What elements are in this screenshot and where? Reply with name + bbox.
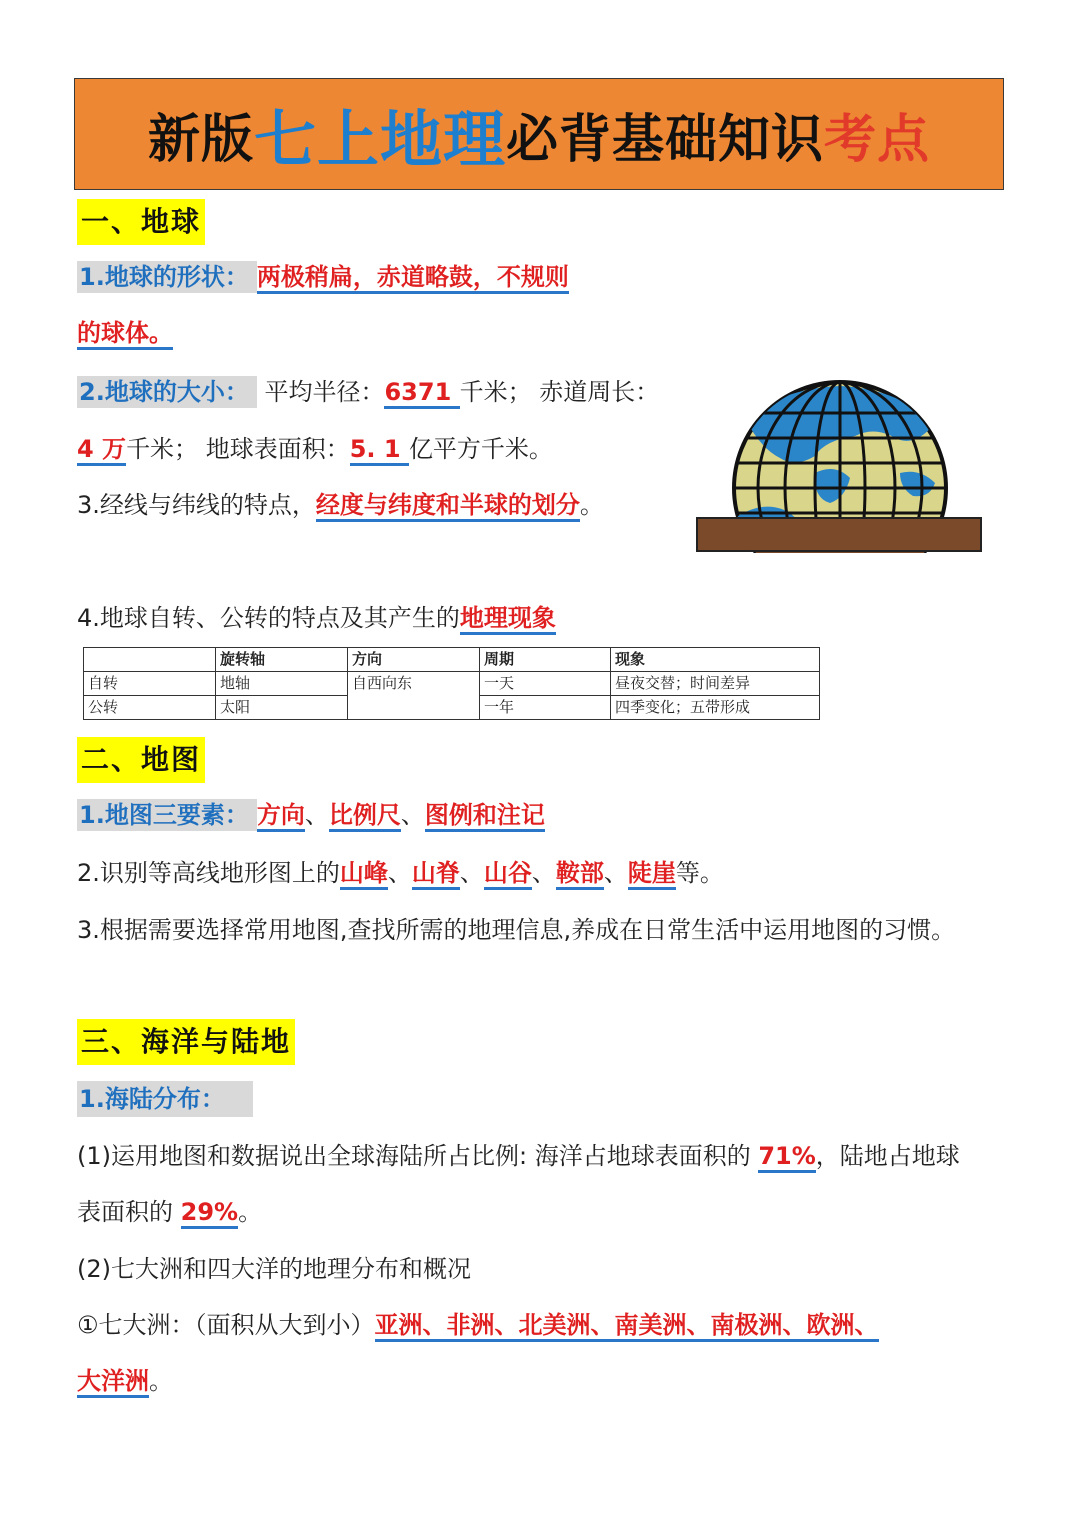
earth-size-line2	[77, 432, 553, 466]
meridian-end: 。	[579, 491, 604, 519]
valley: 山谷	[484, 858, 532, 890]
map-direction: 方向	[257, 800, 305, 832]
area-label: 千米； 地球表面积：	[126, 435, 350, 463]
title-part1: 新版	[147, 108, 254, 170]
title-part4: 考点	[824, 108, 931, 170]
ratio-end: 。	[238, 1198, 263, 1226]
map-elements-line	[77, 798, 545, 832]
saddle: 鞍部	[556, 858, 604, 890]
meridian-answer: 经度与纬度和半球的划分	[316, 490, 580, 522]
table-row	[84, 672, 820, 696]
contour-line	[77, 856, 724, 890]
area-value: 5. 1	[350, 435, 409, 466]
ratio-text3: 表面积的	[77, 1198, 181, 1226]
separator: 、	[459, 859, 484, 887]
table-cell: 太阳	[216, 696, 348, 720]
sea-land-tag-line	[77, 1082, 253, 1116]
cliff: 陡崖	[628, 858, 676, 890]
table-cell-direction: 自西向东	[348, 672, 480, 720]
continents-list: 亚洲、非洲、北美洲、南美洲、南极洲、欧洲、	[375, 1310, 879, 1342]
ratio-line2	[77, 1195, 262, 1229]
earth-shape-tag: 1.地球的形状：	[77, 261, 257, 293]
continents-line	[77, 1308, 879, 1342]
section-heading-map: 二、地图	[77, 737, 205, 783]
earth-shape-answer: 两极稍扁，赤道略鼓，不规则	[257, 262, 569, 294]
globe-illustration	[695, 378, 985, 553]
continents-end: 。	[149, 1367, 173, 1395]
map-elements-tag: 1.地图三要素：	[77, 799, 257, 831]
table-cell: 自转	[84, 672, 216, 696]
section-heading-earth: 一、地球	[77, 199, 205, 245]
separator: 、	[304, 801, 329, 829]
ratio-text: (1)运用地图和数据说出全球海陆所占比例: 海洋占地球表面积的	[77, 1142, 759, 1170]
meridian-text: 3.经线与纬线的特点，	[77, 491, 316, 519]
title-banner	[74, 78, 1004, 190]
table-header-row	[84, 648, 820, 672]
circumference-label: 千米； 赤道周长：	[459, 378, 660, 406]
table-header-cell: 旋转轴	[216, 648, 348, 672]
separator: 、	[400, 801, 425, 829]
continents-line2	[77, 1364, 173, 1398]
section-heading-ocean-land: 三、海洋与陆地	[77, 1019, 295, 1065]
continents-text: ①七大洲：（面积从大到小）	[77, 1311, 375, 1339]
continents-oceans-line: (2)七大洲和四大洋的地理分布和概况	[77, 1255, 471, 1283]
sea-land-tag: 1.海陆分布：	[77, 1081, 253, 1117]
ocean-percent: 71%	[758, 1142, 815, 1173]
area-unit: 亿平方千米。	[408, 435, 553, 463]
contour-end: 等。	[675, 859, 724, 887]
earth-shape-answer2: 的球体。	[77, 318, 173, 350]
table-header-cell	[84, 648, 216, 672]
radius-value: 6371	[384, 378, 459, 409]
continents-last: 大洋洲	[77, 1366, 149, 1398]
rotation-answer: 地理现象	[460, 603, 556, 635]
table-cell: 一年	[480, 696, 611, 720]
rotation-text: 4.地球自转、公转的特点及其产生的	[77, 604, 460, 632]
table-cell: 地轴	[216, 672, 348, 696]
circumference-value: 4 万	[77, 435, 126, 466]
radius-label: 平均半径：	[264, 378, 385, 406]
separator: 、	[603, 859, 628, 887]
table-header-cell: 方向	[348, 648, 480, 672]
ratio-line	[77, 1139, 960, 1173]
earth-size-line	[77, 375, 659, 409]
table-cell: 昼夜交替；时间差异	[611, 672, 820, 696]
table-cell: 一天	[480, 672, 611, 696]
peak: 山峰	[340, 858, 388, 890]
title-part2: 七上地理	[253, 102, 506, 176]
earth-shape-line	[77, 260, 569, 294]
table-cell: 公转	[84, 696, 216, 720]
ratio-text2: ，陆地占地球	[815, 1142, 960, 1170]
ridge: 山脊	[412, 858, 460, 890]
table-cell: 四季变化；五带形成	[611, 696, 820, 720]
map-usage-line: 3.根据需要选择常用地图,查找所需的地理信息,养成在日常生活中运用地图的习惯。	[77, 916, 956, 944]
earth-size-tag: 2.地球的大小：	[77, 376, 257, 408]
table-header-cell: 周期	[480, 648, 611, 672]
earth-shape-line2	[77, 316, 173, 350]
separator: 、	[531, 859, 556, 887]
title-part3: 必背基础知识	[506, 108, 825, 170]
table-header-cell: 现象	[611, 648, 820, 672]
rotation-line	[77, 601, 556, 635]
map-scale: 比例尺	[329, 800, 401, 832]
rotation-revolution-table	[83, 647, 820, 720]
land-percent: 29%	[181, 1198, 238, 1229]
separator: 、	[387, 859, 412, 887]
map-legend: 图例和注记	[425, 800, 545, 832]
contour-text: 2.识别等高线地形图上的	[77, 859, 340, 887]
meridian-line	[77, 488, 604, 522]
